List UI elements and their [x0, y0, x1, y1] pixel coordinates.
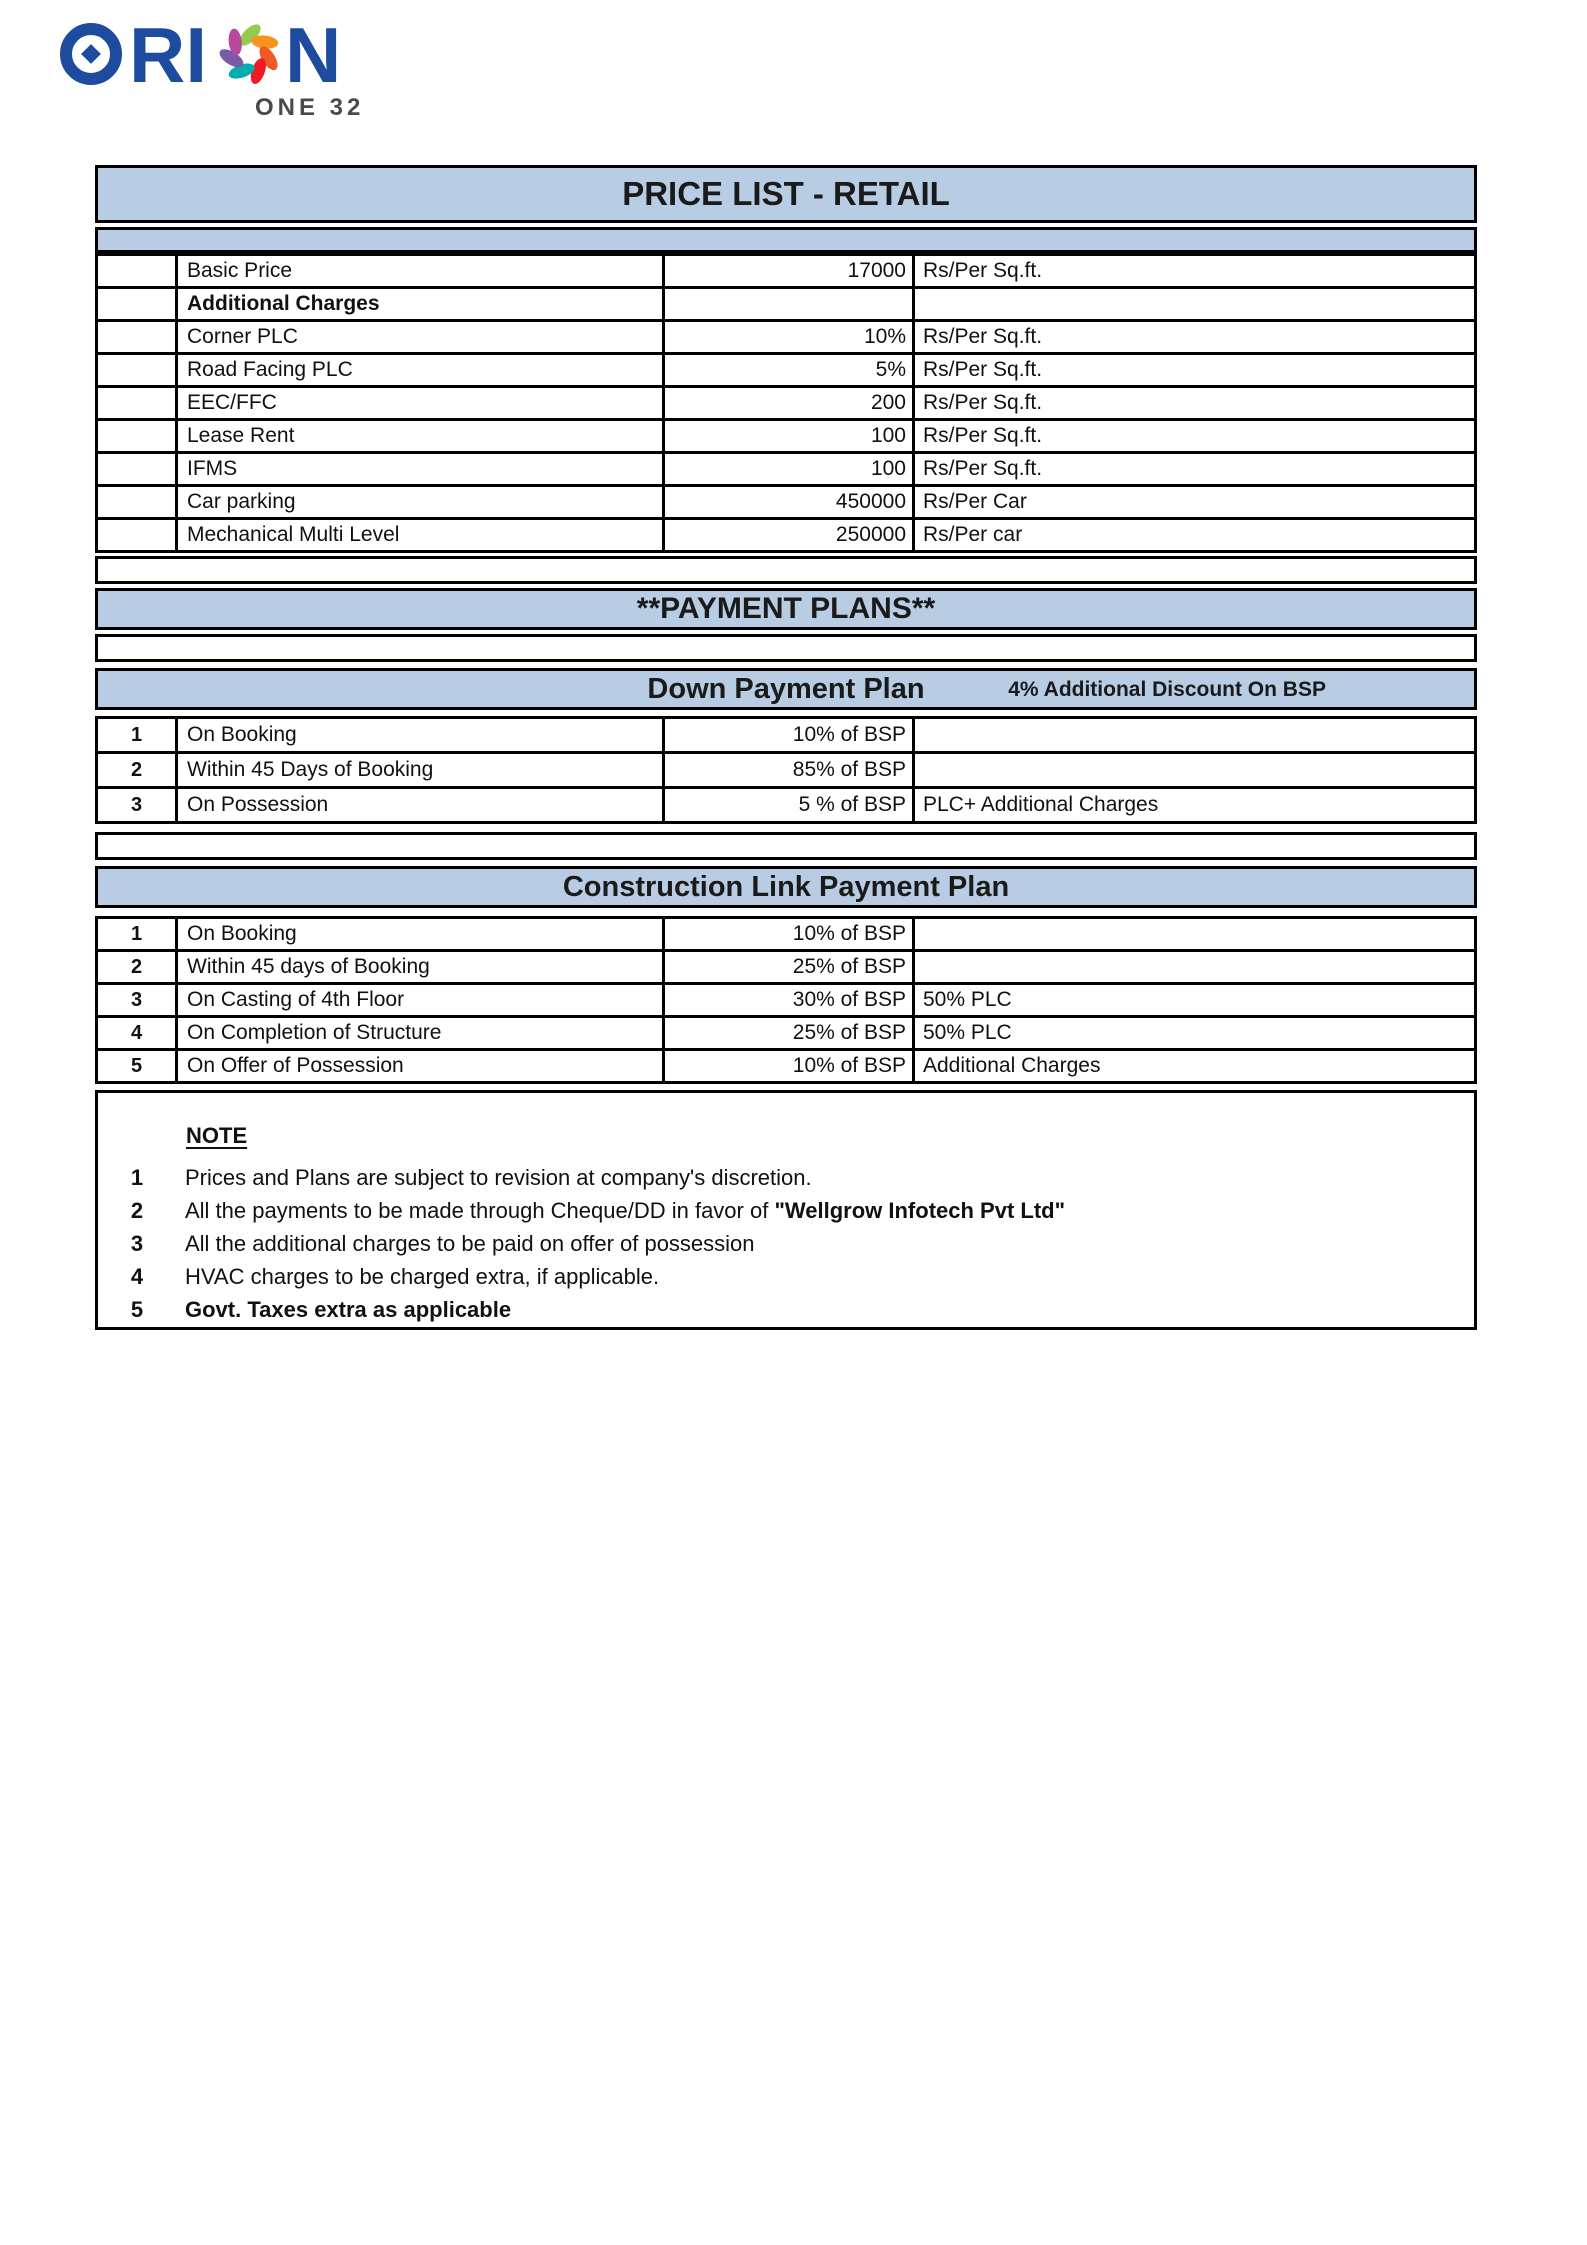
- price-row-value: 100: [665, 454, 912, 484]
- price-row-unit: Rs/Per Sq.ft.: [915, 355, 1474, 385]
- price-row-unit: Rs/Per Sq.ft.: [915, 322, 1474, 352]
- cl-row-label: Within 45 days of Booking: [178, 952, 662, 982]
- construction-plan-table: [95, 916, 1477, 1084]
- logo-o-ring-icon: [66, 29, 116, 79]
- down-payment-plan-title: Down Payment Plan: [647, 673, 925, 705]
- price-row-num: [98, 487, 175, 517]
- notes-box: [95, 1090, 1477, 1330]
- cl-row-value: 10% of BSP: [665, 1051, 912, 1081]
- price-row-num: [98, 256, 175, 286]
- price-row-value: 10%: [665, 322, 912, 352]
- dp-row-num: 3: [98, 789, 175, 821]
- price-table: [95, 253, 1477, 553]
- price-row-label: Mechanical Multi Level: [178, 520, 662, 550]
- pinwheel-icon: [217, 21, 282, 86]
- price-row-num: [98, 388, 175, 418]
- dp-row-extra: [915, 754, 1474, 786]
- price-row-value: 450000: [665, 487, 912, 517]
- price-row-unit: [915, 289, 1474, 319]
- note-text: [185, 1260, 659, 1293]
- payment-plans-title: **PAYMENT PLANS**: [95, 588, 1477, 630]
- price-list-title: PRICE LIST - RETAIL: [95, 165, 1477, 223]
- cl-row-value: 25% of BSP: [665, 952, 912, 982]
- dp-row-num: 2: [98, 754, 175, 786]
- cl-row-num: 1: [98, 919, 175, 949]
- spacer-row: [95, 634, 1477, 662]
- cl-row-num: 3: [98, 985, 175, 1015]
- price-row-label: Additional Charges: [178, 289, 662, 319]
- bsp-discount-note: 4% Additional Discount On BSP: [1008, 678, 1326, 701]
- price-row-num: [98, 454, 175, 484]
- cl-row-extra: 50% PLC: [915, 1018, 1474, 1048]
- note-text-normal: Prices and Plans are subject to revision at company's discretion.: [185, 1165, 812, 1190]
- price-row-num: [98, 322, 175, 352]
- price-row-unit: Rs/Per Sq.ft.: [915, 454, 1474, 484]
- price-row-num: [98, 520, 175, 550]
- cl-row-num: 5: [98, 1051, 175, 1081]
- price-row-label: EEC/FFC: [178, 388, 662, 418]
- dp-row-extra: [915, 719, 1474, 751]
- cl-row-value: 30% of BSP: [665, 985, 912, 1015]
- notes-heading: NOTE: [186, 1123, 248, 1148]
- cl-row-num: 4: [98, 1018, 175, 1048]
- price-row-unit: Rs/Per Sq.ft.: [915, 388, 1474, 418]
- note-num: 2: [130, 1198, 144, 1223]
- price-row-label: Corner PLC: [178, 322, 662, 352]
- price-row-value: 17000: [665, 256, 912, 286]
- price-sheet: [95, 165, 1477, 1330]
- note-text: [185, 1161, 812, 1194]
- price-row-value: 200: [665, 388, 912, 418]
- note-text: [185, 1227, 755, 1260]
- logo-letters-ri: RI: [129, 11, 207, 99]
- note-text-normal: All the payments to be made through Cheque/DD in favor of: [185, 1198, 775, 1223]
- price-row-num: [98, 421, 175, 451]
- price-row-num: [98, 289, 175, 319]
- dp-row-label: Within 45 Days of Booking: [178, 754, 662, 786]
- dp-row-num: 1: [98, 719, 175, 751]
- note-item: [98, 1293, 1474, 1326]
- price-row-label: Car parking: [178, 487, 662, 517]
- note-item: [98, 1161, 1474, 1194]
- price-row-value: 5%: [665, 355, 912, 385]
- dp-row-label: On Possession: [178, 789, 662, 821]
- note-num: 3: [130, 1231, 144, 1256]
- dp-row-value: 85% of BSP: [665, 754, 912, 786]
- price-row-value: 250000: [665, 520, 912, 550]
- cl-row-label: On Offer of Possession: [178, 1051, 662, 1081]
- price-row-value: [665, 289, 912, 319]
- cl-row-extra: Additional Charges: [915, 1051, 1474, 1081]
- price-row-label: Road Facing PLC: [178, 355, 662, 385]
- cl-row-extra: [915, 952, 1474, 982]
- note-item: [98, 1227, 1474, 1260]
- construction-plan-title: Construction Link Payment Plan: [95, 866, 1477, 908]
- dp-row-extra: PLC+ Additional Charges: [915, 789, 1474, 821]
- note-item: [98, 1194, 1474, 1227]
- price-row-unit: Rs/Per Car: [915, 487, 1474, 517]
- price-row-label: IFMS: [178, 454, 662, 484]
- price-row-unit: Rs/Per Sq.ft.: [915, 421, 1474, 451]
- note-text: [185, 1194, 1065, 1227]
- cl-row-num: 2: [98, 952, 175, 982]
- logo-subtitle: ONE 32: [255, 94, 365, 121]
- dp-row-label: On Booking: [178, 719, 662, 751]
- logo-letter-n: N: [285, 11, 342, 99]
- price-row-label: Basic Price: [178, 256, 662, 286]
- price-row-unit: Rs/Per car: [915, 520, 1474, 550]
- dp-row-value: 5 % of BSP: [665, 789, 912, 821]
- note-text-normal: All the additional charges to be paid on offer of possession: [185, 1231, 755, 1256]
- note-text: [185, 1293, 511, 1326]
- note-text-normal: HVAC charges to be charged extra, if applicable.: [185, 1264, 660, 1289]
- note-num: 5: [130, 1297, 144, 1322]
- note-num: 1: [130, 1165, 144, 1190]
- note-text-bold: Govt. Taxes extra as applicable: [185, 1297, 512, 1322]
- price-row-value: 100: [665, 421, 912, 451]
- price-row-unit: Rs/Per Sq.ft.: [915, 256, 1474, 286]
- price-row-label: Lease Rent: [178, 421, 662, 451]
- brand-logo: [57, 6, 387, 126]
- cl-row-value: 25% of BSP: [665, 1018, 912, 1048]
- blue-spacer-band: [95, 227, 1477, 253]
- cl-row-label: On Booking: [178, 919, 662, 949]
- spacer-row: [95, 556, 1477, 584]
- cl-row-extra: 50% PLC: [915, 985, 1474, 1015]
- down-payment-plan-header: [95, 668, 1477, 710]
- dp-row-value: 10% of BSP: [665, 719, 912, 751]
- cl-row-label: On Completion of Structure: [178, 1018, 662, 1048]
- note-item: [98, 1260, 1474, 1293]
- spacer-row: [95, 832, 1477, 860]
- cl-row-extra: [915, 919, 1474, 949]
- note-text-bold: "Wellgrow Infotech Pvt Ltd": [774, 1198, 1066, 1223]
- cl-row-value: 10% of BSP: [665, 919, 912, 949]
- down-payment-table: [95, 716, 1477, 824]
- note-num: 4: [130, 1264, 144, 1289]
- price-row-num: [98, 355, 175, 385]
- cl-row-label: On Casting of 4th Floor: [178, 985, 662, 1015]
